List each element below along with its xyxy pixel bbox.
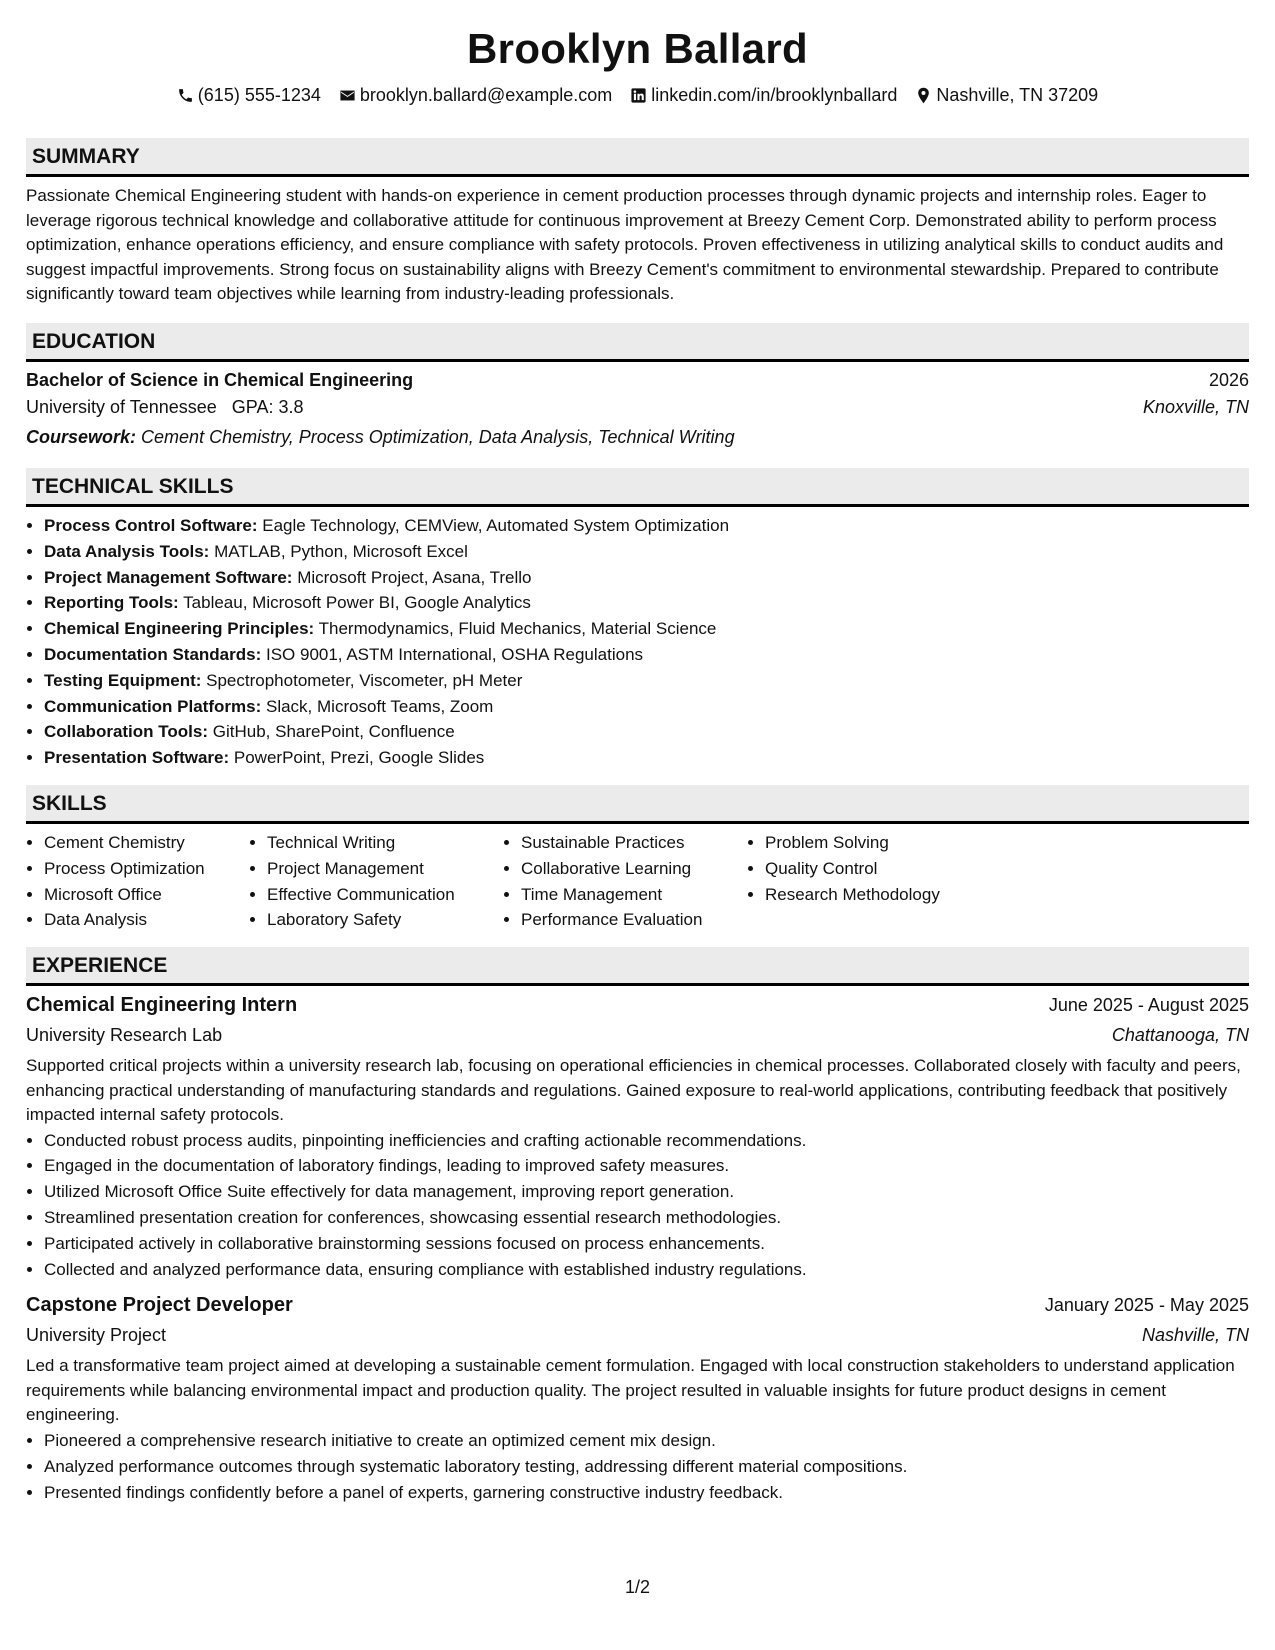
phone-icon (177, 87, 194, 104)
list-item: • Sustainable Practices (521, 830, 731, 856)
job-org: University Project (26, 1325, 167, 1346)
envelope-icon (339, 87, 356, 104)
gpa: GPA: 3.8 (231, 397, 304, 417)
school-name: University of Tennessee (26, 397, 217, 417)
job-dates: January 2025 - May 2025 (1044, 1295, 1249, 1316)
job-bullets (26, 1428, 1249, 1505)
experience-section (26, 947, 1249, 1505)
job-description: Led a transformative team project aimed at developing a sustainable cement formulation. Engaged with local construction stakeholders to understand application requirements while balancing environmental impact and production quality. The project resulted in valuable insights for future product designs in cement engineering. (26, 1356, 1235, 1425)
coursework-list: Cement Chemistry, Process Optimization, Data Analysis, Technical Writing (141, 427, 735, 447)
summary-text: Passionate Chemical Engineering student with hands-on experience in cement production processes through dynamic projects and internship roles. Eager to leverage rigorous technical knowledge and collaborative attitude for continuous improvement at Breezy Cement Corp. Demonstrated ability to perform process optimization, enhance operations efficiency, and ensure compliance with safety protocols. Proven effectiveness in utilizing analytical skills to conduct audits and suggest impactful improvements. Strong focus on sustainability aligns with Breezy Cement's commitment to environmental stewardship. Prepared to contribute significantly toward team objectives while learning from industry-leading professionals. (26, 186, 1224, 303)
list-item: • Cement Chemistry (44, 830, 233, 856)
list-item: • Collected and analyzed performance data, ensuring compliance with established industry regulations. (44, 1257, 1249, 1283)
list-item: • Collaboration Tools: GitHub, SharePoint, Confluence (44, 719, 1249, 745)
education-row-degree (26, 368, 1249, 393)
list-item: • Chemical Engineering Principles: Thermodynamics, Fluid Mechanics, Material Science (44, 616, 1249, 642)
job-entry (26, 990, 1249, 1282)
list-item: • Testing Equipment: Spectrophotometer, Viscometer, pH Meter (44, 668, 1249, 694)
list-item: • Effective Communication (267, 882, 487, 908)
graduation-year: 2026 (1208, 369, 1249, 390)
job-bullets (26, 1128, 1249, 1283)
list-item: • Process Optimization (44, 856, 233, 882)
list-item: • Participated actively in collaborative brainstorming sessions focused on process enhancements. (44, 1231, 1249, 1257)
list-item: • Laboratory Safety (267, 907, 487, 933)
coursework-label: Coursework: (26, 427, 137, 447)
page-number: 1/2 (624, 1577, 651, 1597)
coursework (26, 422, 1249, 452)
list-item: • Communication Platforms: Slack, Microsoft Teams, Zoom (44, 694, 1249, 720)
list-item: • Engaged in the documentation of laboratory findings, leading to improved safety measures. (44, 1153, 1249, 1179)
list-item: • Presented findings confidently before a panel of experts, garnering constructive industry feedback. (44, 1480, 1249, 1506)
section-title-education: EDUCATION (26, 323, 1249, 362)
list-item: • Utilized Microsoft Office Suite effectively for data management, improving report generation. (44, 1179, 1249, 1205)
school-location: Knoxville, TN (1142, 397, 1249, 417)
job-dates: June 2025 - August 2025 (1048, 995, 1249, 1016)
list-item: • Performance Evaluation (521, 907, 731, 933)
section-title-summary: SUMMARY (26, 138, 1249, 177)
contact-email[interactable] (339, 84, 612, 106)
skills-column (26, 830, 249, 933)
job-title: Capstone Project Developer (26, 1294, 293, 1317)
list-item: • Documentation Standards: ISO 9001, ASTM International, OSHA Regulations (44, 642, 1249, 668)
list-item: • Conducted robust process audits, pinpointing inefficiencies and crafting actionable recommendations. (44, 1128, 1249, 1154)
list-item: • Analyzed performance outcomes through systematic laboratory testing, addressing different material compositions. (44, 1454, 1249, 1480)
linkedin-icon (630, 87, 647, 104)
technical-skills-list (26, 513, 1249, 771)
list-item: • Microsoft Office (44, 882, 233, 908)
job-subheader (26, 1020, 1249, 1050)
job-header (26, 1290, 1249, 1320)
section-title-experience: EXPERIENCE (26, 947, 1249, 986)
summary-section (26, 138, 1249, 307)
job-location: Chattanooga, TN (1111, 1025, 1249, 1046)
list-item: • Streamlined presentation creation for conferences, showcasing essential research methodologies. (44, 1205, 1249, 1231)
email-text[interactable]: brooklyn.ballard@example.com (359, 85, 613, 105)
candidate-name: Brooklyn Ballard (467, 25, 808, 72)
list-item: • Quality Control (765, 856, 977, 882)
job-entry (26, 1290, 1249, 1505)
list-item: • Data Analysis (44, 907, 233, 933)
list-item: • Project Management Software: Microsoft Project, Asana, Trello (44, 565, 1249, 591)
list-item: • Collaborative Learning (521, 856, 731, 882)
section-title-technical-skills: TECHNICAL SKILLS (26, 468, 1249, 507)
skills-column (249, 830, 503, 933)
contact-linkedin[interactable] (630, 84, 897, 106)
job-title: Chemical Engineering Intern (26, 994, 298, 1017)
location-text: Nashville, TN 37209 (936, 85, 1099, 105)
list-item: • Presentation Software: PowerPoint, Prezi, Google Slides (44, 745, 1249, 771)
list-item: • Process Control Software: Eagle Technology, CEMView, Automated System Optimization (44, 513, 1249, 539)
degree-name: Bachelor of Science in Chemical Engineering (26, 369, 414, 390)
education-section (26, 323, 1249, 453)
skills-column (747, 830, 993, 933)
map-pin-icon (915, 87, 932, 104)
job-org: University Research Lab (26, 1025, 223, 1046)
skills-grid (26, 830, 1249, 933)
contact-bar (26, 84, 1249, 106)
phone-text: (615) 555-1234 (197, 85, 321, 105)
job-description: Supported critical projects within a university research lab, focusing on operational efficiencies in chemical processes. Collaborated closely with faculty and peers, enhancing practical understanding of manufacturing standards and regulations. Gained exposure to real-world applications, contributing feedback that positively impacted internal safety protocols. (26, 1056, 1241, 1125)
job-subheader (26, 1320, 1249, 1350)
technical-skills-section (26, 468, 1249, 771)
job-location: Nashville, TN (1141, 1325, 1249, 1346)
list-item: • Reporting Tools: Tableau, Microsoft Power BI, Google Analytics (44, 590, 1249, 616)
list-item: • Time Management (521, 882, 731, 908)
list-item: • Problem Solving (765, 830, 977, 856)
list-item: • Data Analysis Tools: MATLAB, Python, Microsoft Excel (44, 539, 1249, 565)
contact-phone (177, 84, 321, 106)
education-row-school (26, 392, 1249, 422)
skills-section (26, 785, 1249, 933)
linkedin-text[interactable]: linkedin.com/in/brooklynballard (651, 85, 898, 105)
job-header (26, 990, 1249, 1020)
list-item: • Project Management (267, 856, 487, 882)
list-item: • Research Methodology (765, 882, 977, 908)
contact-location (915, 84, 1098, 106)
list-item: • Technical Writing (267, 830, 487, 856)
section-title-skills: SKILLS (26, 785, 1249, 824)
list-item: • Pioneered a comprehensive research initiative to create an optimized cement mix design. (44, 1428, 1249, 1454)
skills-column (503, 830, 747, 933)
